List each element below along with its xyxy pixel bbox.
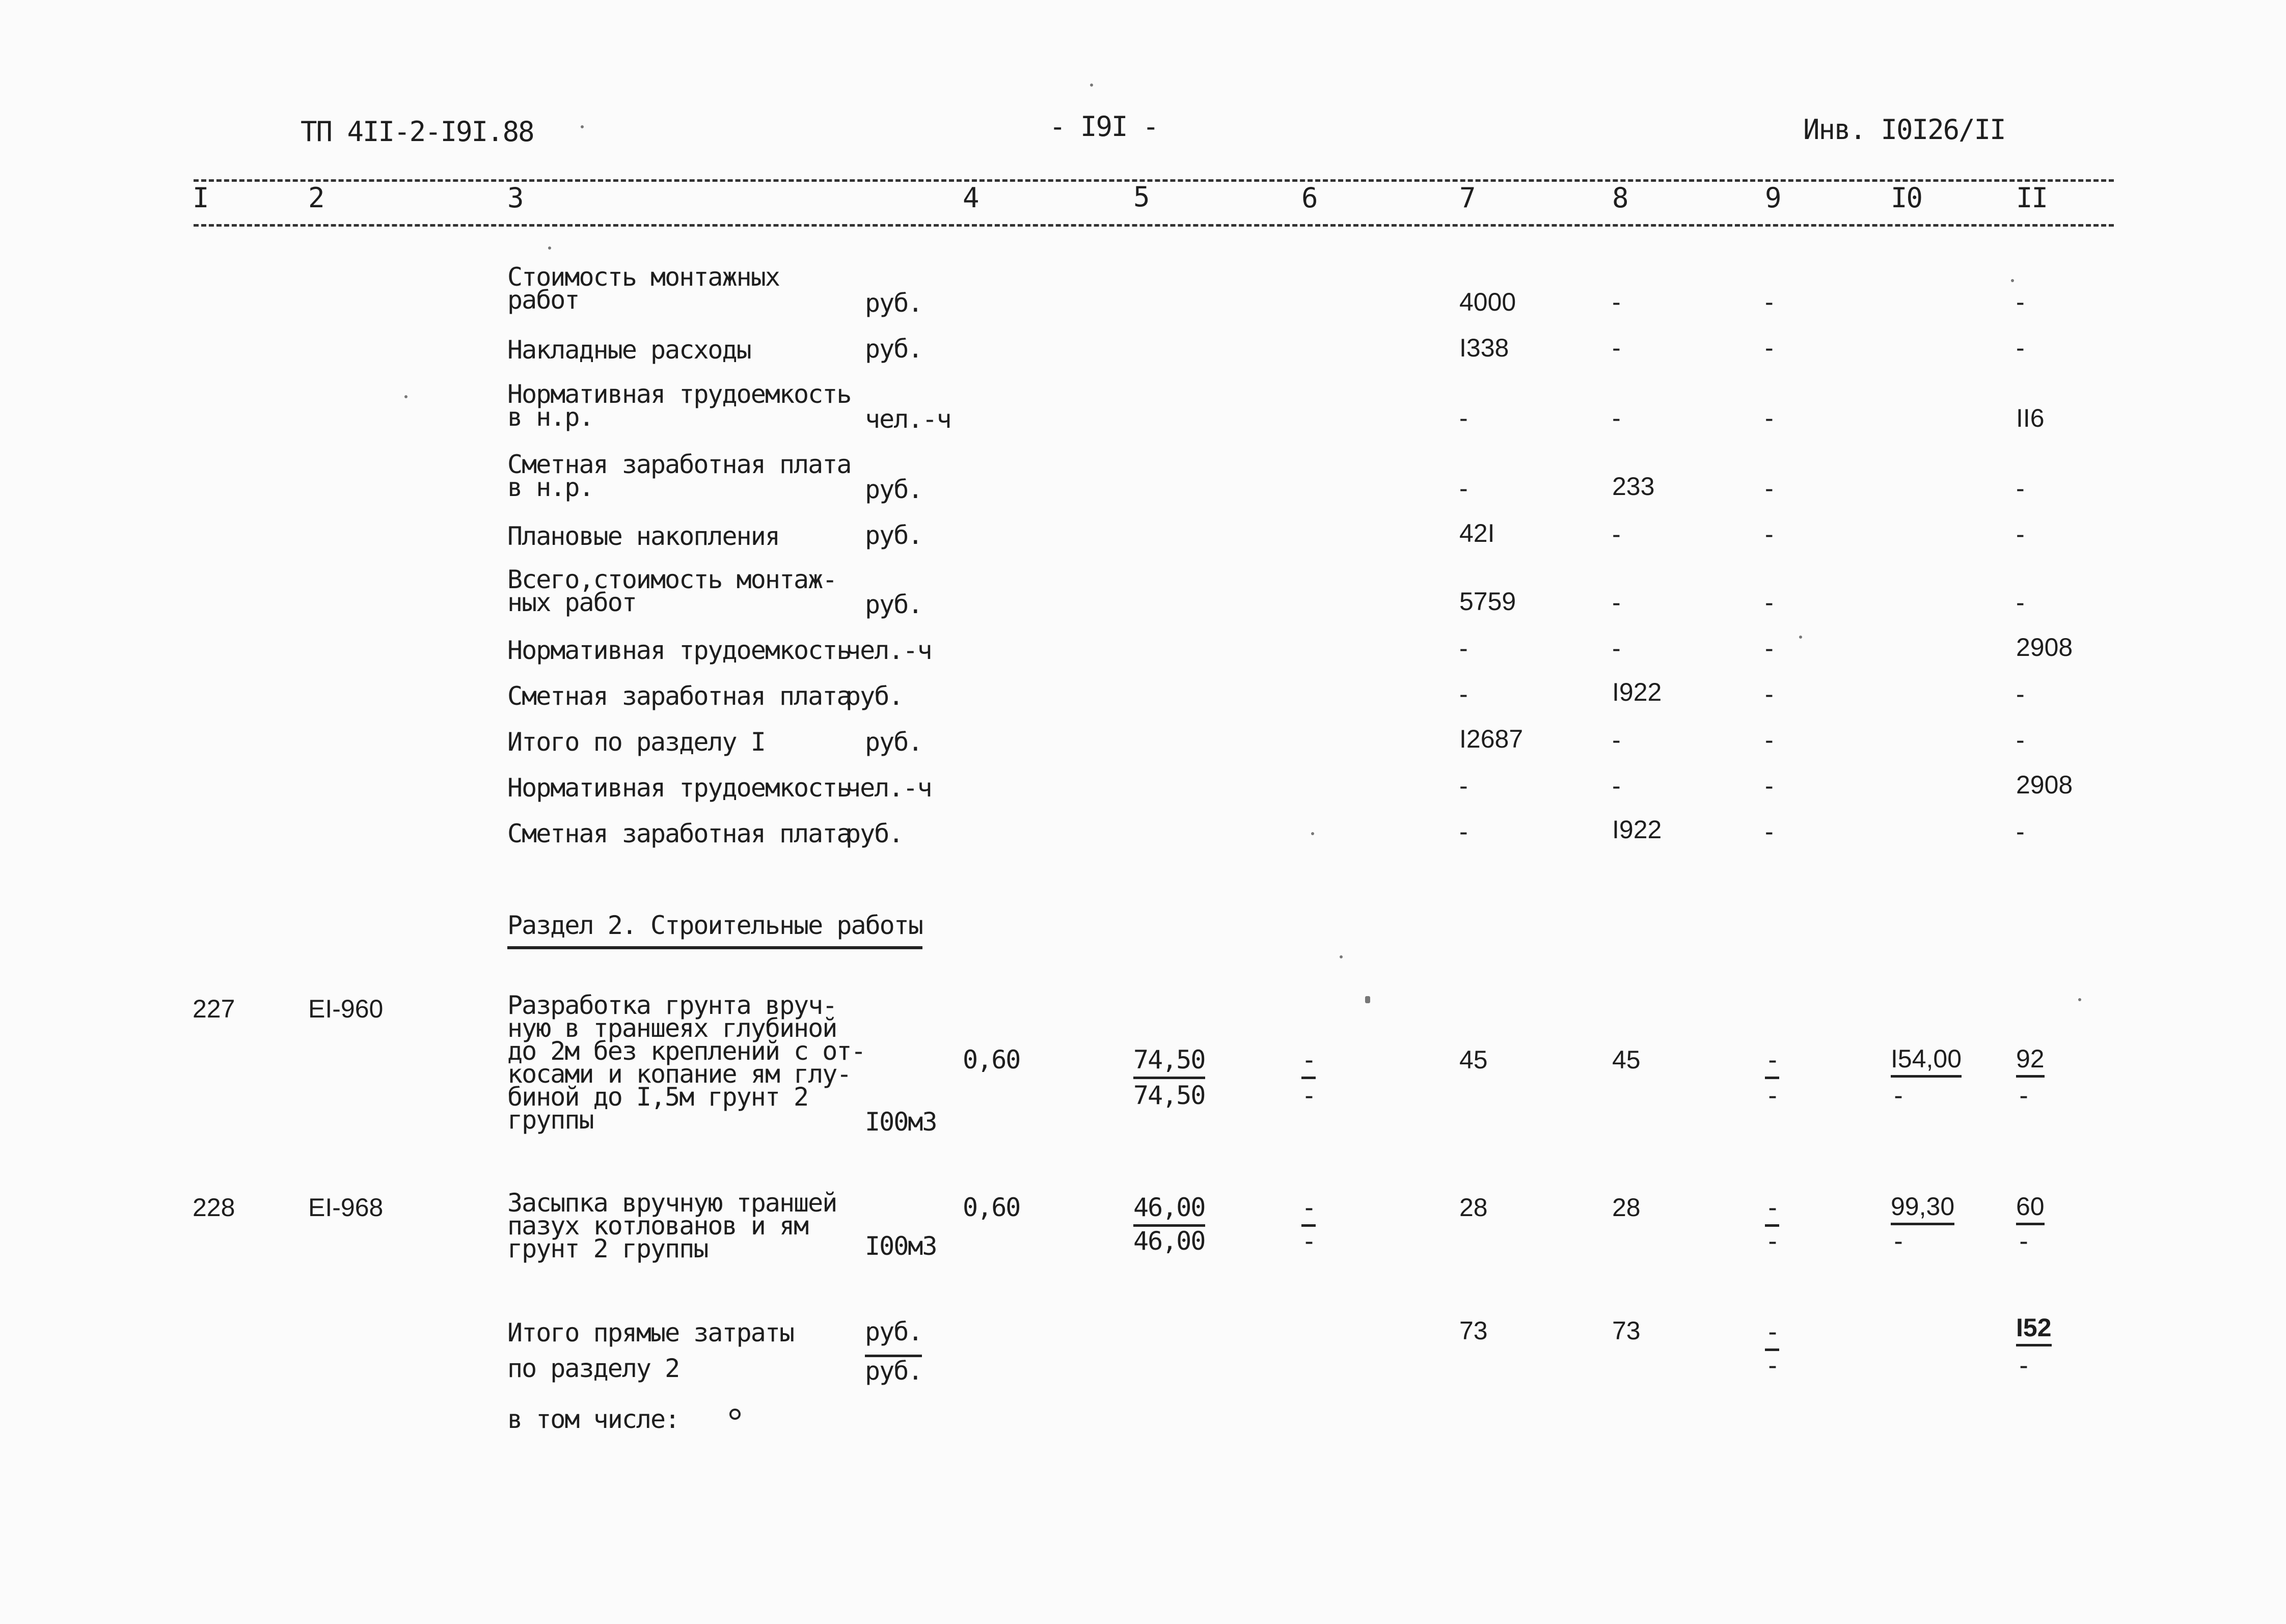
row-unit: руб.: [846, 819, 903, 848]
row-col9: -: [1765, 288, 1774, 316]
row-price-bottom: 46,00: [1133, 1226, 1205, 1256]
row-col11: -: [2016, 520, 2025, 548]
row-label: Итого по разделу I: [507, 727, 765, 757]
row-col9: -: [1765, 474, 1774, 503]
row-unit: руб.: [865, 288, 922, 318]
scan-speck: [2078, 998, 2081, 1001]
total-label-line2: по разделу 2: [507, 1354, 679, 1383]
row-col10-bottom: -: [1891, 1226, 1906, 1256]
row-unit: руб.: [865, 475, 922, 504]
row-col11: -: [2016, 334, 2025, 362]
row-unit: руб.: [865, 727, 922, 757]
row-col7: 28: [1459, 1193, 1488, 1222]
col-7-header: 7: [1459, 182, 1475, 214]
row-col8: I922: [1612, 678, 1662, 706]
row-col9: -: [1765, 404, 1774, 432]
row-col11-bottom: -: [2016, 1226, 2031, 1256]
row-label: Всего,стоимость монтаж- ных работ: [507, 565, 837, 617]
header-top-rule: [194, 179, 2114, 182]
scan-speck: [2011, 279, 2014, 282]
row-code: EI-960: [308, 995, 384, 1023]
row-unit: чел.-ч: [846, 636, 932, 665]
scan-speck: [1799, 636, 1802, 639]
row-col9-bottom: -: [1765, 1226, 1780, 1256]
total-label-line1: Итого прямые затраты: [507, 1318, 794, 1347]
row-col8: -: [1612, 588, 1621, 617]
row-col11: -: [2016, 588, 2025, 617]
total-col11-bottom: -: [2016, 1351, 2031, 1380]
row-quantity: 0,60: [963, 1045, 1020, 1075]
row-unit: I00м3: [865, 1107, 937, 1137]
row-price-top: 46,00: [1133, 1193, 1205, 1227]
inventory-number: Инв. I0I26/II: [1803, 114, 2005, 146]
row-col7: I2687: [1459, 725, 1523, 753]
total-col9-bottom: -: [1765, 1351, 1780, 1380]
total-col8: 73: [1612, 1316, 1641, 1345]
row-col8: 233: [1612, 472, 1655, 501]
row-col7: 4000: [1459, 288, 1516, 316]
row-col10-top: I54,00: [1891, 1044, 1962, 1078]
row-col7: 45: [1459, 1045, 1488, 1074]
row-col9: -: [1765, 726, 1774, 754]
row-col11: -: [2016, 288, 2025, 316]
row-quantity: 0,60: [963, 1193, 1020, 1222]
row-col11: 2908: [2016, 770, 2073, 799]
row-col7: 5759: [1459, 587, 1516, 616]
row-col7: -: [1459, 404, 1468, 432]
row-price-top: 74,50: [1133, 1045, 1205, 1079]
row-unit: руб.: [865, 520, 922, 550]
row-col9: -: [1765, 634, 1774, 663]
total-col11-top: I52: [2016, 1313, 2052, 1346]
col-9-header: 9: [1765, 182, 1781, 214]
col-3-header: 3: [507, 182, 523, 214]
row-col6-top: -: [1301, 1193, 1316, 1227]
scan-speck: [1365, 996, 1370, 1003]
scan-speck: [404, 395, 407, 398]
total-unit-line2: руб.: [865, 1355, 922, 1384]
row-col7: I338: [1459, 334, 1509, 362]
row-label: Нормативная трудоемкость: [507, 636, 851, 665]
row-col7: -: [1459, 474, 1468, 503]
row-col8: -: [1612, 634, 1621, 663]
col-10-header: I0: [1891, 182, 1922, 214]
row-col8: -: [1612, 404, 1621, 432]
total-col7: 73: [1459, 1316, 1488, 1345]
row-unit: руб.: [865, 334, 922, 364]
row-col10-top: 99,30: [1891, 1192, 1954, 1225]
row-col9: -: [1765, 588, 1774, 617]
col-5-header: 5: [1133, 181, 1149, 213]
row-number: 228: [193, 1193, 235, 1222]
col-1-header: I: [193, 182, 208, 214]
page-number: - I9I -: [1049, 111, 1158, 143]
row-label: Нормативная трудоемкость: [507, 773, 851, 803]
scan-speck: [1311, 832, 1314, 835]
row-col8: I922: [1612, 815, 1662, 844]
row-col7: -: [1459, 634, 1468, 663]
row-number: 227: [193, 995, 235, 1023]
row-label: Плановые накопления: [507, 521, 779, 551]
row-col9: -: [1765, 334, 1774, 362]
row-unit: чел.-ч: [846, 773, 932, 803]
section-2-title: Раздел 2. Строительные работы: [507, 913, 922, 949]
row-col7: -: [1459, 817, 1468, 846]
col-8-header: 8: [1612, 182, 1628, 214]
row-price-bottom: 74,50: [1133, 1081, 1205, 1110]
row-label: Накладные расходы: [507, 335, 751, 365]
row-description: Разработка грунта вруч- ную в траншеях глубиной до 2м без креплений с от- косами и копание ям глу- биной до I,5м грунт 2 группы: [507, 990, 865, 1135]
row-unit: I00м3: [865, 1231, 937, 1261]
row-col9: -: [1765, 772, 1774, 800]
row-col6-bottom: -: [1301, 1081, 1316, 1110]
row-label: Стоимость монтажных работ: [507, 262, 779, 315]
row-description: Засыпка вручную траншей пазух котлованов и ям грунт 2 группы: [507, 1188, 837, 1263]
scan-speck: [548, 246, 551, 250]
row-col11: -: [2016, 680, 2025, 708]
row-label: Нормативная трудоемкость в н.р.: [507, 379, 851, 432]
total-unit-line1: руб.: [865, 1317, 922, 1346]
row-code: EI-968: [308, 1193, 384, 1222]
row-label: Сметная заработная плата: [507, 819, 851, 848]
col-4-header: 4: [963, 182, 978, 214]
row-col10-bottom: -: [1891, 1081, 1906, 1110]
row-label: Сметная заработная плата в н.р.: [507, 450, 851, 502]
row-col9-top: -: [1765, 1045, 1779, 1079]
row-col11: -: [2016, 817, 2025, 846]
row-unit: руб.: [846, 681, 903, 711]
row-col11-bottom: -: [2016, 1081, 2031, 1110]
row-unit: руб.: [865, 590, 922, 619]
row-col8: -: [1612, 772, 1621, 800]
row-col8: -: [1612, 334, 1621, 362]
header-bottom-rule: [194, 224, 2114, 227]
scan-speck: [1340, 955, 1343, 958]
row-col7: 42I: [1459, 519, 1495, 547]
doc-code: ТП 4II-2-I9I.88: [301, 116, 534, 148]
row-col11: -: [2016, 474, 2025, 503]
col-6-header: 6: [1301, 182, 1317, 214]
row-col11: -: [2016, 726, 2025, 754]
bullet-mark: [729, 1409, 741, 1420]
total-col9-top: -: [1765, 1317, 1779, 1351]
col-11-header: II: [2016, 182, 2048, 214]
scan-speck: [581, 125, 584, 128]
row-col11: 2908: [2016, 633, 2073, 662]
row-col7: -: [1459, 772, 1468, 800]
including-label: в том числе:: [507, 1405, 679, 1434]
row-col9-bottom: -: [1765, 1081, 1780, 1110]
row-col9: -: [1765, 520, 1774, 548]
row-col8: 45: [1612, 1045, 1641, 1074]
row-col8: -: [1612, 726, 1621, 754]
row-unit: чел.-ч: [865, 404, 951, 434]
row-col11-top: 60: [2016, 1192, 2045, 1225]
row-col8: 28: [1612, 1193, 1641, 1222]
row-col7: -: [1459, 680, 1468, 708]
row-col9-top: -: [1765, 1193, 1779, 1227]
row-col6-top: -: [1301, 1045, 1316, 1079]
row-col8: -: [1612, 288, 1621, 316]
row-col9: -: [1765, 817, 1774, 846]
row-col9: -: [1765, 680, 1774, 708]
col-2-header: 2: [308, 182, 324, 214]
scan-speck: [1090, 84, 1093, 87]
row-label: Сметная заработная плата: [507, 681, 851, 711]
row-col6-bottom: -: [1301, 1226, 1316, 1256]
row-col11: II6: [2016, 404, 2045, 432]
row-col11-top: 92: [2016, 1044, 2045, 1078]
row-col8: -: [1612, 520, 1621, 548]
